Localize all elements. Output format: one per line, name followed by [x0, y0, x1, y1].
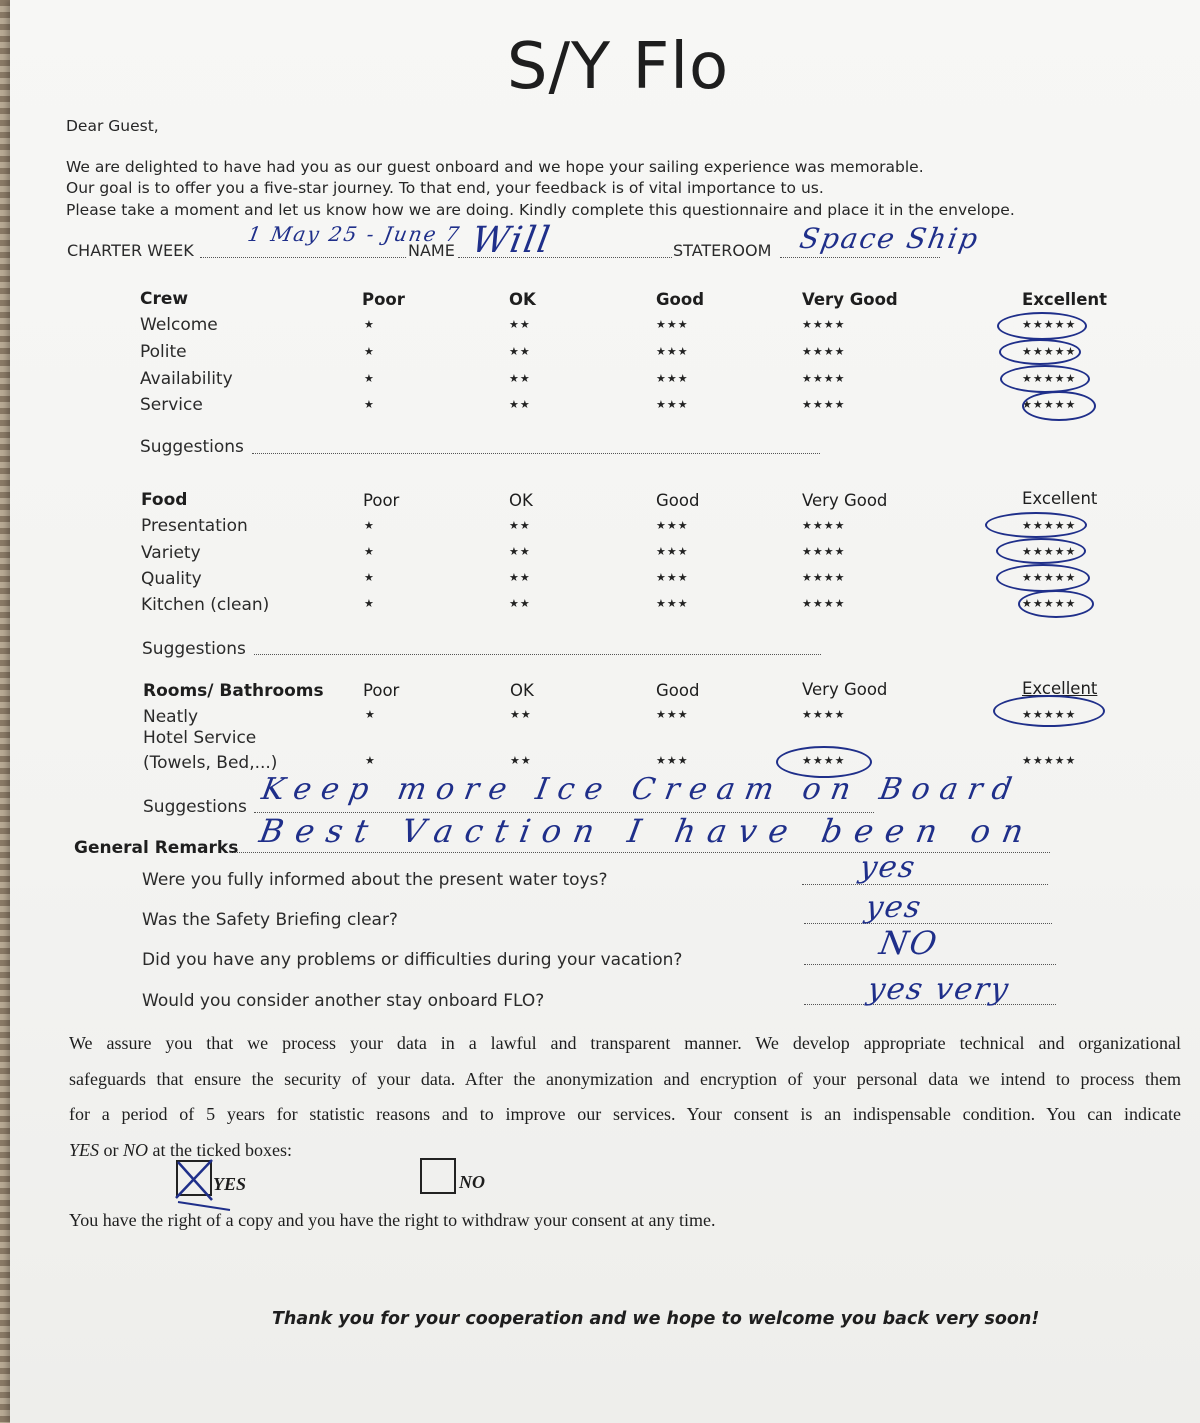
- rating-star-2[interactable]: ★★: [509, 519, 531, 532]
- food-row-presentation: Presentation: [141, 516, 248, 536]
- food-section-title: Food: [141, 490, 188, 510]
- rating-star-5[interactable]: ★★★★★: [1022, 597, 1077, 610]
- rating-star-4[interactable]: ★★★★: [802, 597, 846, 610]
- rating-star-4[interactable]: ★★★★: [802, 398, 846, 411]
- rating-star-1[interactable]: ★: [364, 398, 375, 411]
- privacy-no-word: NO: [123, 1140, 149, 1160]
- answer-safety-briefing[interactable]: yes: [862, 890, 926, 925]
- rating-star-5[interactable]: ★★★★★: [1022, 571, 1077, 584]
- rating-star-4[interactable]: ★★★★: [802, 345, 846, 358]
- rating-star-5[interactable]: ★★★★★: [1022, 545, 1077, 558]
- selection-circle: [996, 564, 1090, 592]
- question-safety-briefing: Was the Safety Briefing clear?: [142, 910, 398, 930]
- rating-star-5[interactable]: ★★★★★: [1022, 519, 1077, 532]
- rating-star-3[interactable]: ★★★: [656, 754, 689, 767]
- consent-no-checkbox[interactable]: [420, 1158, 456, 1194]
- greeting: Dear Guest,: [66, 117, 159, 135]
- answer-water-toys[interactable]: yes: [856, 850, 920, 885]
- rating-star-5[interactable]: ★★★★★: [1022, 398, 1077, 411]
- answer-line: [802, 884, 1048, 885]
- question-problems: Did you have any problems or difficulties during your vacation?: [142, 950, 683, 970]
- rating-star-4[interactable]: ★★★★: [802, 708, 846, 721]
- rating-star-2[interactable]: ★★: [510, 708, 532, 721]
- rating-star-1[interactable]: ★: [364, 372, 375, 385]
- rating-star-4[interactable]: ★★★★: [802, 571, 846, 584]
- rating-star-5[interactable]: ★★★★★: [1022, 318, 1077, 331]
- rating-star-3[interactable]: ★★★: [656, 545, 689, 558]
- rating-star-2[interactable]: ★★: [510, 754, 532, 767]
- rooms-row-neatly: Neatly: [143, 707, 199, 727]
- general-remarks-label: General Remarks: [74, 838, 239, 858]
- rating-star-5[interactable]: ★★★★★: [1022, 372, 1077, 385]
- rating-star-2[interactable]: ★★: [509, 398, 531, 411]
- privacy-or-word: or: [103, 1140, 119, 1160]
- col-ok: OK: [509, 290, 536, 309]
- col-very-good: Very Good: [802, 491, 888, 510]
- rating-star-5[interactable]: ★★★★★: [1022, 708, 1077, 721]
- rating-star-4[interactable]: ★★★★: [802, 372, 846, 385]
- rating-star-4[interactable]: ★★★★: [802, 545, 846, 558]
- crew-row-availability: Availability: [140, 369, 233, 389]
- food-row-quality: Quality: [141, 569, 202, 589]
- rooms-section-title: Rooms/ Bathrooms: [143, 681, 324, 701]
- rating-star-3[interactable]: ★★★: [656, 398, 689, 411]
- rating-star-2[interactable]: ★★: [509, 372, 531, 385]
- col-good: Good: [656, 491, 700, 510]
- col-poor: Poor: [363, 681, 400, 700]
- selection-circle: [997, 312, 1087, 340]
- answer-problems[interactable]: NO: [876, 924, 942, 962]
- rating-star-1[interactable]: ★: [364, 345, 375, 358]
- question-stay-again: Would you consider another stay onboard FLO?: [142, 991, 545, 1011]
- stateroom-line: [780, 257, 940, 258]
- crew-row-service: Service: [140, 395, 203, 415]
- col-very-good: Very Good: [802, 290, 898, 309]
- col-ok: OK: [510, 681, 534, 700]
- consent-yes-label: YES: [213, 1174, 247, 1194]
- rating-star-1[interactable]: ★: [364, 597, 375, 610]
- rating-star-3[interactable]: ★★★: [656, 597, 689, 610]
- privacy-yes-word: YES: [69, 1140, 100, 1160]
- col-poor: Poor: [363, 491, 400, 510]
- col-excellent: Excellent: [1022, 489, 1098, 508]
- rating-star-3[interactable]: ★★★: [656, 708, 689, 721]
- stateroom-label: STATEROOM: [673, 241, 772, 260]
- rating-star-3[interactable]: ★★★: [656, 318, 689, 331]
- crew-row-welcome: Welcome: [140, 315, 218, 335]
- crew-suggestions-field[interactable]: [252, 453, 820, 454]
- rating-star-3[interactable]: ★★★: [656, 519, 689, 532]
- rating-star-1[interactable]: ★: [365, 708, 376, 721]
- rating-star-3[interactable]: ★★★: [656, 372, 689, 385]
- rating-star-1[interactable]: ★: [364, 571, 375, 584]
- stateroom-field[interactable]: Space Ship: [797, 222, 982, 255]
- answer-line: [804, 964, 1056, 965]
- rating-star-2[interactable]: ★★: [509, 597, 531, 610]
- closing-message: Thank you for your cooperation and we hope to welcome you back very soon!: [272, 1309, 1040, 1329]
- col-excellent: Excellent: [1022, 679, 1098, 698]
- privacy-line-2: safeguards that ensure the security of your data. After the anonymization and encryption of your personal data we intend to process them: [69, 1069, 1181, 1089]
- selection-circle: [1000, 365, 1090, 393]
- rating-star-2[interactable]: ★★: [509, 345, 531, 358]
- food-suggestions-field[interactable]: [254, 654, 821, 655]
- rating-star-5[interactable]: ★★★★★: [1022, 754, 1077, 767]
- consent-no-label: NO: [459, 1172, 485, 1192]
- rating-star-1[interactable]: ★: [365, 754, 376, 767]
- col-good: Good: [656, 681, 700, 700]
- rating-star-4[interactable]: ★★★★: [802, 318, 846, 331]
- col-ok: OK: [509, 491, 533, 510]
- selection-circle: [985, 512, 1087, 538]
- charter-week-label: CHARTER WEEK: [67, 241, 194, 260]
- rooms-suggestions-field[interactable]: Keep more Ice Cream on Board: [258, 772, 1025, 807]
- selection-circle: [1018, 590, 1094, 618]
- rooms-row-hotel-service: Hotel Service: [143, 728, 257, 748]
- intro-line-2: Our goal is to offer you a five-star journey. To that end, your feedback is of vital importance to us.: [66, 179, 824, 197]
- charter-week-line: [200, 257, 406, 258]
- page-title: S/Y Flo: [506, 30, 730, 104]
- answer-stay-again[interactable]: yes very: [864, 972, 1013, 1007]
- general-remarks-line: [230, 852, 1050, 853]
- charter-week-field[interactable]: 1 May 25 - June 7: [245, 222, 463, 246]
- food-row-kitchen: Kitchen (clean): [141, 595, 270, 615]
- selection-circle: [1022, 391, 1096, 421]
- rating-star-1[interactable]: ★: [364, 519, 375, 532]
- rating-star-3[interactable]: ★★★: [656, 345, 689, 358]
- intro-line-3: Please take a moment and let us know how we are doing. Kindly complete this questionnaire and place it in the envelope.: [66, 201, 1015, 219]
- rating-star-3[interactable]: ★★★: [656, 571, 689, 584]
- name-label: NAME: [408, 241, 455, 260]
- col-poor: Poor: [362, 290, 405, 309]
- rating-star-1[interactable]: ★: [364, 318, 375, 331]
- rating-star-5[interactable]: ★★★★★: [1022, 345, 1077, 358]
- col-excellent: Excellent: [1022, 290, 1108, 309]
- rating-star-4[interactable]: ★★★★: [802, 519, 846, 532]
- general-remarks-field[interactable]: Best Vaction I have been on: [256, 812, 1039, 850]
- crew-row-polite: Polite: [140, 342, 187, 362]
- crew-suggestions-label: Suggestions: [140, 437, 244, 457]
- selection-circle: [999, 339, 1081, 365]
- withdraw-consent-text: You have the right of a copy and you have the right to withdraw your consent at any time.: [69, 1210, 716, 1230]
- rooms-row-hotel-service-detail: (Towels, Bed,...): [143, 753, 278, 773]
- name-field[interactable]: Will: [468, 220, 555, 261]
- privacy-line-3: for a period of 5 years for statistic reasons and to improve our services. Your consent is an indispensable condition. You can indicate: [69, 1104, 1181, 1124]
- rating-star-2[interactable]: ★★: [509, 571, 531, 584]
- rating-star-1[interactable]: ★: [364, 545, 375, 558]
- clipboard-edge: [0, 0, 10, 1423]
- food-suggestions-label: Suggestions: [142, 639, 246, 659]
- question-water-toys: Were you fully informed about the present water toys?: [142, 870, 608, 890]
- rating-star-2[interactable]: ★★: [509, 545, 531, 558]
- food-row-variety: Variety: [141, 543, 201, 563]
- intro-line-1: We are delighted to have had you as our guest onboard and we hope your sailing experience was memorable.: [66, 158, 924, 176]
- rooms-suggestions-label: Suggestions: [143, 797, 247, 817]
- col-very-good: Very Good: [802, 680, 888, 699]
- selection-circle: [996, 538, 1086, 564]
- rating-star-2[interactable]: ★★: [509, 318, 531, 331]
- privacy-tail: at the ticked boxes:: [152, 1140, 292, 1160]
- selection-circle: [993, 695, 1105, 727]
- privacy-line-1: We assure you that we process your data in a lawful and transparent manner. We develop appropriate technical and organizational: [69, 1033, 1181, 1053]
- rating-star-4[interactable]: ★★★★: [802, 754, 846, 767]
- crew-section-title: Crew: [140, 289, 189, 309]
- col-good: Good: [656, 290, 705, 309]
